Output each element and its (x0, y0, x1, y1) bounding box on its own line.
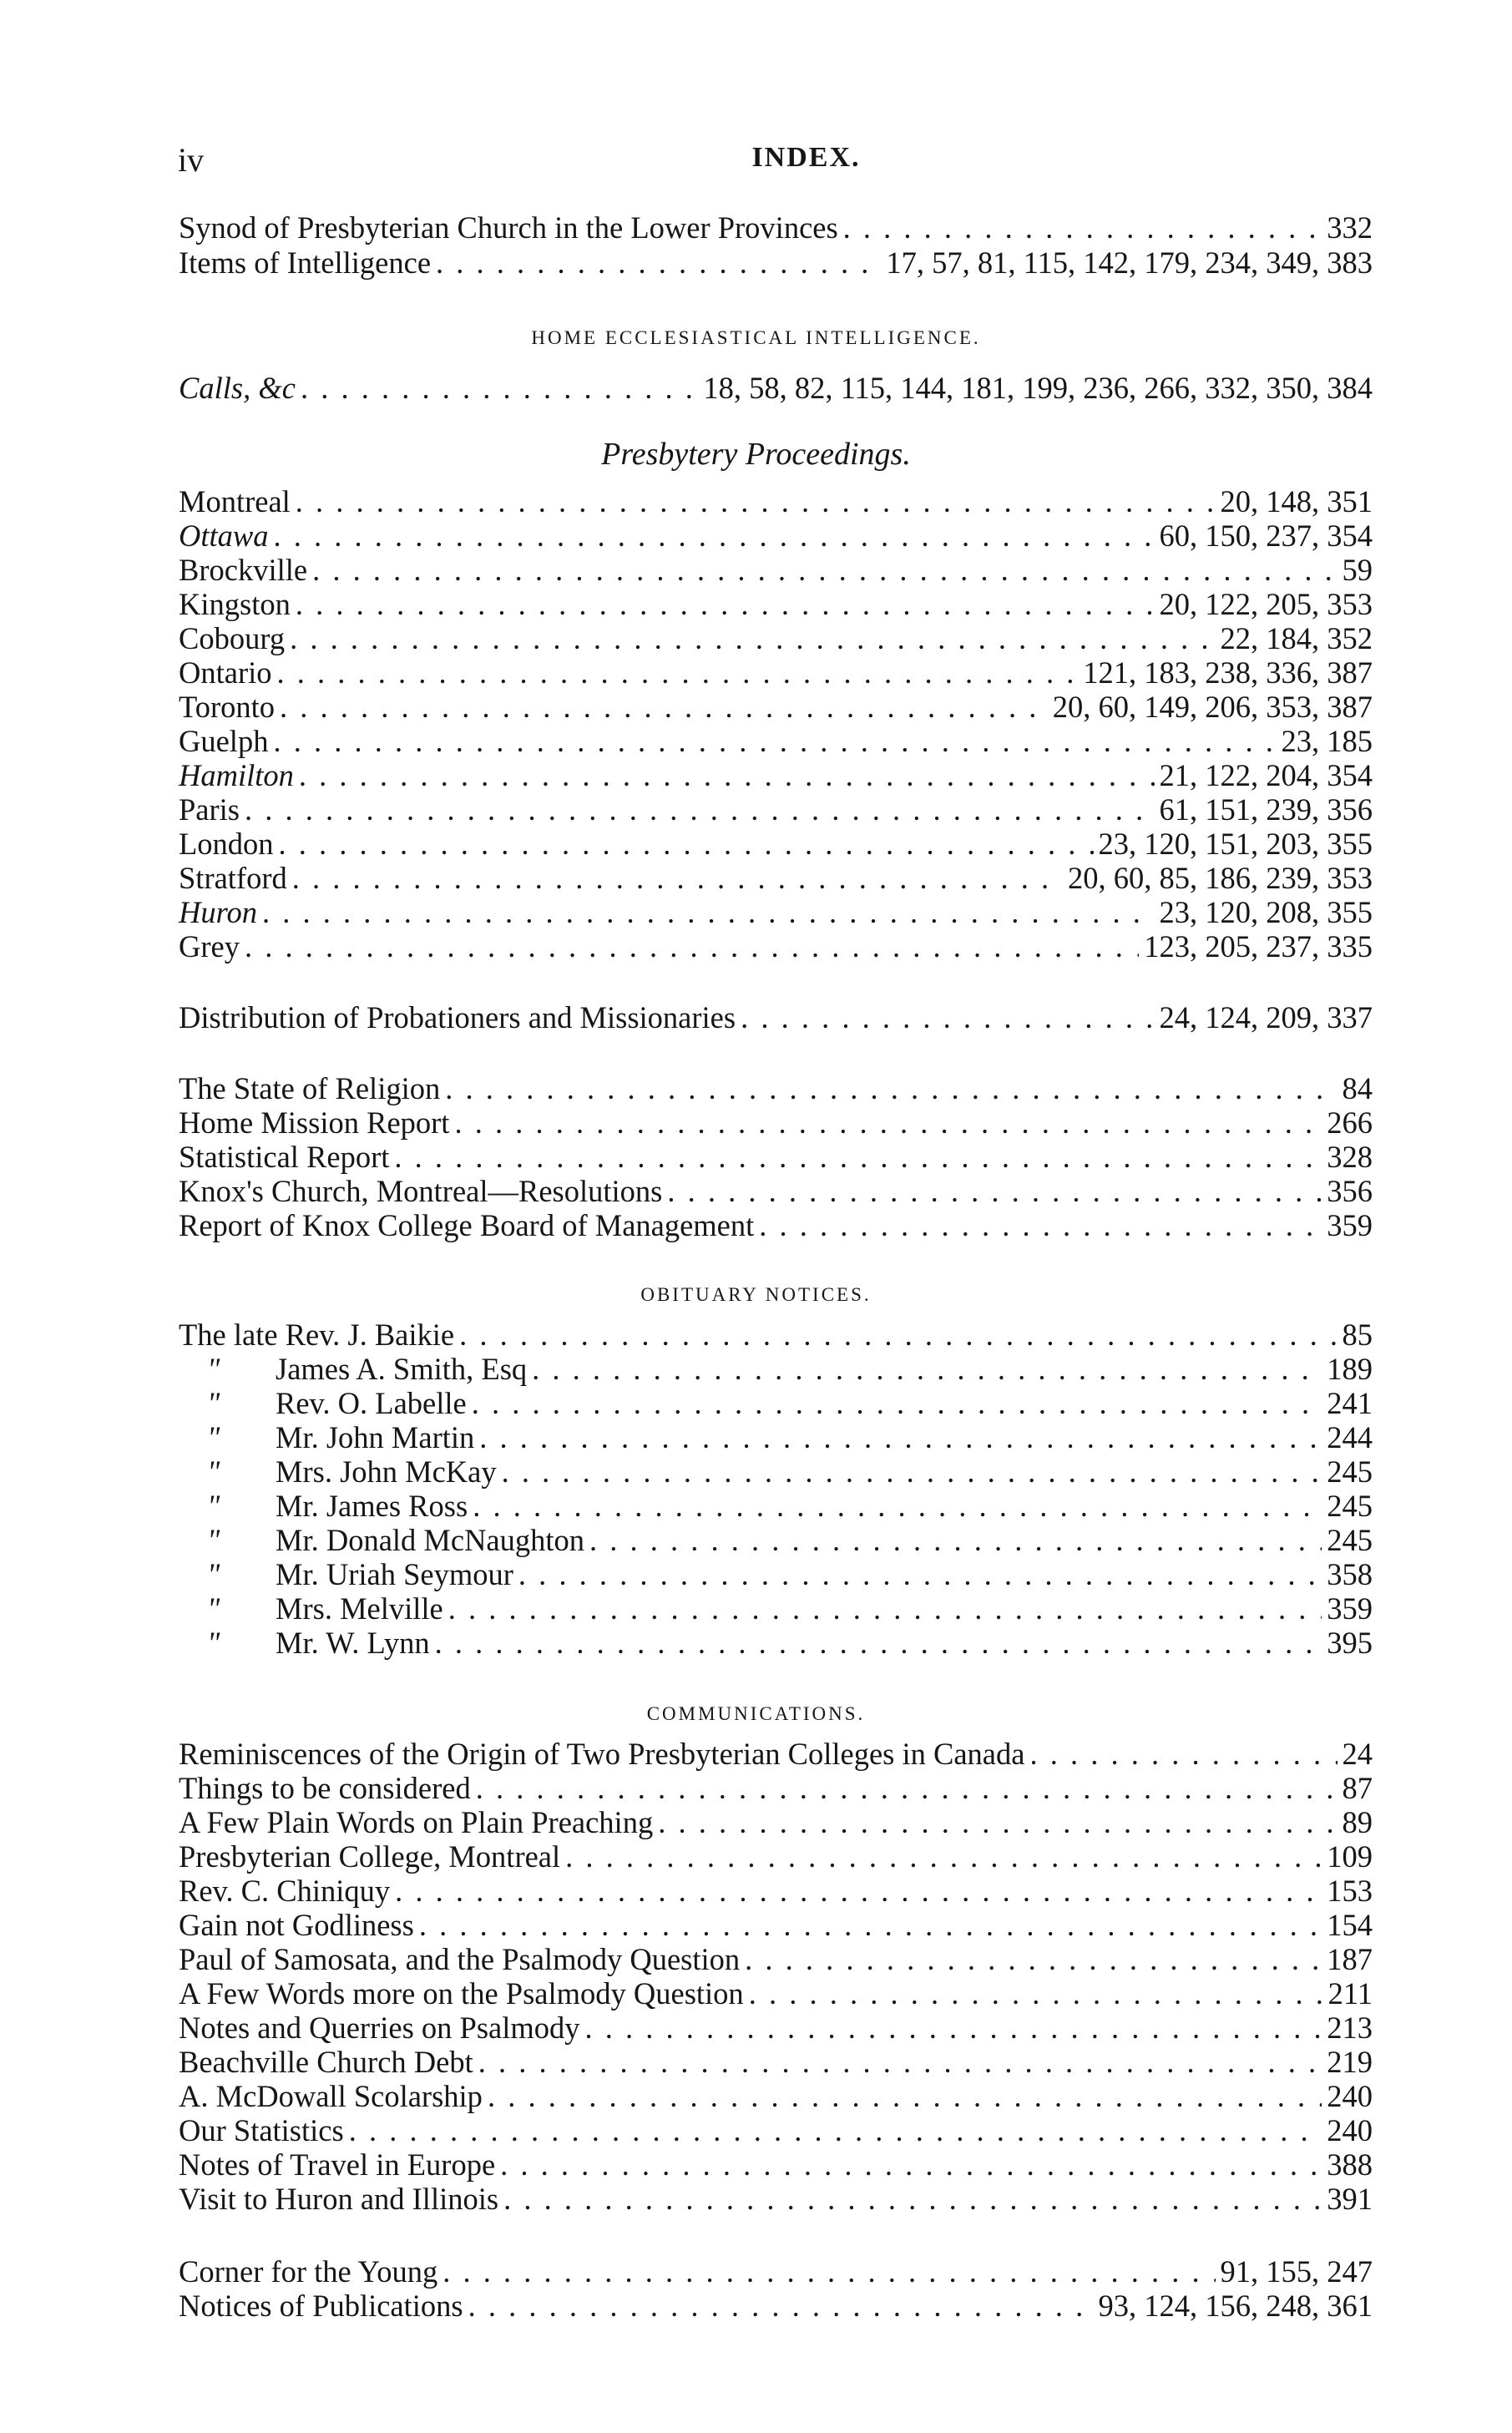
index-entry-presbytery (179, 655, 1373, 690)
dot-leader (472, 1386, 1322, 1420)
entry-label: Notes and Querries on Psalmody (179, 2011, 580, 2045)
index-entry-obituary (207, 1454, 1373, 1489)
entry-pages: 84 (1342, 1071, 1373, 1105)
entry-label: The State of Religion (179, 1071, 441, 1105)
dot-leader (502, 1454, 1322, 1489)
index-entry-presbytery (179, 792, 1373, 827)
entry-pages: 20, 148, 351 (1220, 484, 1373, 518)
entry-label: Synod of Presbyterian Church in the Lower Provinces (179, 210, 838, 245)
entry-label: Our Statistics (179, 2113, 344, 2147)
index-entry-obituary (207, 1626, 1373, 1660)
obituary-name: Mr. Donald McNaughton (276, 1523, 585, 1557)
dot-leader (745, 1942, 1322, 1976)
entry-pages: 244 (1327, 1420, 1373, 1454)
index-entry-presbytery (179, 621, 1373, 655)
index-entry-communication (179, 1908, 1373, 1942)
dot-leader (436, 245, 881, 280)
entry-label: Calls, &c (179, 371, 296, 405)
dot-leader (435, 1626, 1322, 1660)
dot-leader (585, 2011, 1322, 2045)
entry-label (207, 1386, 467, 1420)
dot-leader (299, 758, 1155, 792)
index-entry-presbytery (179, 895, 1373, 929)
index-entry-obituary (207, 1557, 1373, 1591)
entry-pages: 89 (1342, 1805, 1373, 1839)
entry-label: Toronto (179, 690, 276, 724)
dot-leader (565, 1839, 1322, 1874)
entry-pages: 17, 57, 81, 115, 142, 179, 234, 349, 383 (886, 245, 1373, 280)
index-entry-obituary (207, 1591, 1373, 1626)
dot-leader (479, 1420, 1322, 1454)
dot-leader (658, 1805, 1337, 1839)
entry-pages: 123, 205, 237, 335 (1144, 929, 1373, 964)
entry-pages: 24, 124, 209, 337 (1159, 1000, 1373, 1034)
dot-leader (290, 621, 1215, 655)
entry-pages: 21, 122, 204, 354 (1159, 758, 1373, 792)
index-entry-obituary (207, 1352, 1373, 1386)
entry-label: Home Mission Report (179, 1105, 450, 1140)
entry-pages: 245 (1327, 1454, 1373, 1489)
obituary-name: Mr. John Martin (276, 1420, 475, 1454)
ditto-mark: " (207, 1386, 220, 1420)
entry-label (207, 1420, 474, 1454)
obituary-name: James A. Smith, Esq (276, 1352, 528, 1386)
dot-leader (245, 792, 1155, 827)
index-entry-obituary (207, 1420, 1373, 1454)
running-head: INDEX. (751, 142, 861, 173)
entry-pages: 85 (1342, 1318, 1373, 1352)
index-entry-presbytery (179, 929, 1373, 964)
entry-pages: 240 (1327, 2079, 1373, 2113)
entry-pages: 20, 122, 205, 353 (1159, 587, 1373, 621)
index-entry-notices-of-publications (179, 2289, 1373, 2323)
entry-label (207, 1591, 443, 1626)
index-entry-communication (179, 1976, 1373, 2011)
entry-label: Notes of Travel in Europe (179, 2147, 496, 2182)
dot-leader (759, 1208, 1322, 1242)
index-entry-communication (179, 2182, 1373, 2216)
entry-label: Presbyterian College, Montreal (179, 1839, 561, 1874)
index-entry-obituary (179, 1318, 1373, 1352)
entry-pages: 18, 58, 82, 115, 144, 181, 199, 236, 266, 332, 350, 384 (703, 371, 1373, 405)
entry-label: Ontario (179, 655, 272, 690)
index-entry-communication (179, 1839, 1373, 1874)
dot-leader (1029, 1737, 1337, 1771)
entry-pages: 240 (1327, 2113, 1373, 2147)
dot-leader (274, 518, 1155, 553)
dot-leader (442, 2254, 1215, 2289)
obituary-name: Mr. W. Lynn (276, 1626, 430, 1660)
ditto-mark: " (207, 1557, 220, 1591)
entry-label: Things to be considered (179, 1771, 471, 1805)
entry-pages: 391 (1327, 2182, 1373, 2216)
dot-leader (503, 2182, 1322, 2216)
index-entry-presbytery (179, 484, 1373, 518)
entry-label: Cobourg (179, 621, 286, 655)
index-entry-obituary (207, 1386, 1373, 1420)
index-entry-report (179, 1174, 1373, 1208)
dot-leader (454, 1105, 1322, 1140)
entry-label (179, 1318, 454, 1352)
dot-leader (273, 724, 1276, 758)
index-entry-communication (179, 2113, 1373, 2147)
index-entry-obituary (207, 1523, 1373, 1557)
entry-label (207, 1557, 513, 1591)
entry-label: A Few Words more on the Psalmody Question (179, 1976, 744, 2011)
dot-leader (280, 690, 1048, 724)
entry-label (207, 1454, 497, 1489)
entry-pages: 245 (1327, 1489, 1373, 1523)
ditto-mark: " (207, 1352, 220, 1386)
ditto-mark: " (207, 1626, 220, 1660)
index-entry-communication (179, 1942, 1373, 1976)
entry-label: Notices of Publications (179, 2289, 463, 2323)
entry-pages: 109 (1327, 1839, 1373, 1874)
index-entry-communication (179, 1805, 1373, 1839)
obituary-name: Mr. Uriah Seymour (276, 1557, 513, 1591)
dot-leader (518, 1557, 1322, 1591)
section-heading-obituary: OBITUARY NOTICES. (640, 1284, 872, 1305)
entry-label: Items of Intelligence (179, 245, 432, 280)
entry-label: Montreal (179, 484, 291, 518)
entry-label: Gain not Godliness (179, 1908, 414, 1942)
dot-leader (279, 827, 1094, 861)
ditto-mark: " (207, 1489, 220, 1523)
entry-label: Reminiscences of the Origin of Two Presbyterian Colleges in Canada (179, 1737, 1025, 1771)
dot-leader (667, 1174, 1322, 1208)
entry-pages: 395 (1327, 1626, 1373, 1660)
entry-pages: 332 (1327, 210, 1373, 245)
entry-label (207, 1352, 527, 1386)
obituary-name: Mrs. Melville (276, 1591, 443, 1626)
index-entry-report (179, 1105, 1373, 1140)
ditto-mark: " (207, 1591, 220, 1626)
entry-pages: 91, 155, 247 (1220, 2254, 1373, 2289)
index-entry-communication (179, 2079, 1373, 2113)
entry-pages: 23, 120, 208, 355 (1159, 895, 1373, 929)
index-entry-presbytery (179, 758, 1373, 792)
entry-pages: 356 (1327, 1174, 1373, 1208)
entry-label (207, 1489, 468, 1523)
entry-label: Guelph (179, 724, 269, 758)
entry-label (207, 1626, 430, 1660)
dot-leader (394, 1140, 1322, 1174)
obituary-prefix: The late (179, 1318, 278, 1352)
index-entry-communication (179, 1874, 1373, 1908)
section-heading-communications: COMMUNICATIONS. (646, 1703, 866, 1724)
entry-label: Corner for the Young (179, 2254, 438, 2289)
entry-pages: 24 (1342, 1737, 1373, 1771)
dot-leader (349, 2113, 1322, 2147)
entry-label: Rev. C. Chiniquy (179, 1874, 391, 1908)
entry-pages: 87 (1342, 1771, 1373, 1805)
dot-leader (741, 1000, 1154, 1034)
entry-label: Stratford (179, 861, 287, 895)
entry-pages: 153 (1327, 1874, 1373, 1908)
ditto-mark: " (207, 1523, 220, 1557)
dot-leader (749, 1976, 1323, 2011)
entry-pages: 61, 151, 239, 356 (1159, 792, 1373, 827)
obituary-name: Rev. O. Labelle (276, 1386, 467, 1420)
ditto-mark: " (207, 1420, 220, 1454)
entry-label: Kingston (179, 587, 291, 621)
dot-leader (478, 2045, 1322, 2079)
dot-leader (589, 1523, 1322, 1557)
index-entry-calls (179, 371, 1373, 405)
entry-pages: 20, 60, 149, 206, 353, 387 (1052, 690, 1373, 724)
page-number: iv (178, 141, 205, 179)
index-entry-corner-for-young (179, 2254, 1373, 2289)
index-entry-communication (179, 1771, 1373, 1805)
entry-pages: 213 (1327, 2011, 1373, 2045)
entry-pages: 189 (1327, 1352, 1373, 1386)
entry-pages: 23, 185 (1281, 724, 1373, 758)
dot-leader (277, 655, 1079, 690)
index-entry-presbytery (179, 861, 1373, 895)
index-entry-distribution (179, 1000, 1373, 1034)
entry-pages: 388 (1327, 2147, 1373, 2182)
entry-label: Hamilton (179, 758, 294, 792)
entry-label (207, 1523, 584, 1557)
obituary-name: Mrs. John McKay (276, 1454, 497, 1489)
dot-leader (473, 1489, 1322, 1523)
entry-pages: 359 (1327, 1208, 1373, 1242)
index-entry-presbytery (179, 690, 1373, 724)
index-entry-items-of-intelligence (179, 245, 1373, 280)
entry-label: Report of Knox College Board of Management (179, 1208, 755, 1242)
entry-pages: 187 (1327, 1942, 1373, 1976)
entry-label: Visit to Huron and Illinois (179, 2182, 499, 2216)
index-entry-communication (179, 2147, 1373, 2182)
entry-pages: 121, 183, 238, 336, 387 (1083, 655, 1373, 690)
index-entry-obituary (207, 1489, 1373, 1523)
dot-leader (459, 1318, 1337, 1352)
entry-label: Paris (179, 792, 240, 827)
index-entry-presbytery (179, 827, 1373, 861)
entry-label: Brockville (179, 553, 308, 587)
entry-pages: 154 (1327, 1908, 1373, 1942)
entry-pages: 241 (1327, 1386, 1373, 1420)
entry-label: Statistical Report (179, 1140, 390, 1174)
index-entry-synod (179, 210, 1373, 245)
index-entry-presbytery (179, 518, 1373, 553)
entry-label: Huron (179, 895, 257, 929)
entry-label: London (179, 827, 274, 861)
dot-leader (532, 1352, 1322, 1386)
entry-pages: 245 (1327, 1523, 1373, 1557)
dot-leader (296, 484, 1216, 518)
entry-label: Paul of Samosata, and the Psalmody Question (179, 1942, 741, 1976)
entry-pages: 211 (1327, 1976, 1373, 2011)
entry-label: Ottawa (179, 518, 269, 553)
dot-leader (262, 895, 1155, 929)
section-heading-home-intelligence: HOME ECCLESIASTICAL INTELLIGENCE. (531, 327, 981, 348)
dot-leader (488, 2079, 1322, 2113)
entry-label: A Few Plain Words on Plain Preaching (179, 1805, 654, 1839)
entry-label: Beachville Church Debt (179, 2045, 473, 2079)
entry-label: A. McDowall Scolarship (179, 2079, 483, 2113)
dot-leader (292, 861, 1063, 895)
dot-leader (476, 1771, 1338, 1805)
dot-leader (500, 2147, 1322, 2182)
index-entry-report (179, 1140, 1373, 1174)
dot-leader (245, 929, 1139, 964)
index-entry-presbytery (179, 553, 1373, 587)
dot-leader (419, 1908, 1322, 1942)
dot-leader (843, 210, 1322, 245)
index-entry-communication (179, 2045, 1373, 2079)
index-entry-communication (179, 1737, 1373, 1771)
obituary-name: Mr. James Ross (276, 1489, 468, 1523)
dot-leader (312, 553, 1337, 587)
dot-leader (395, 1874, 1322, 1908)
entry-pages: 60, 150, 237, 354 (1159, 518, 1373, 553)
entry-pages: 20, 60, 85, 186, 239, 353 (1068, 861, 1373, 895)
index-entry-presbytery (179, 587, 1373, 621)
dot-leader (445, 1071, 1337, 1105)
dot-leader (468, 2289, 1094, 2323)
entry-pages: 22, 184, 352 (1220, 621, 1373, 655)
dot-leader (296, 587, 1155, 621)
entry-pages: 266 (1327, 1105, 1373, 1140)
entry-pages: 23, 120, 151, 203, 355 (1098, 827, 1373, 861)
entry-pages: 219 (1327, 2045, 1373, 2079)
index-entry-report (179, 1071, 1373, 1105)
entry-pages: 59 (1342, 553, 1373, 587)
index-entry-presbytery (179, 724, 1373, 758)
entry-pages: 359 (1327, 1591, 1373, 1626)
entry-pages: 93, 124, 156, 248, 361 (1098, 2289, 1373, 2323)
ditto-mark: " (207, 1454, 220, 1489)
index-entry-communication (179, 2011, 1373, 2045)
dot-leader (301, 371, 698, 405)
entry-pages: 358 (1327, 1557, 1373, 1591)
dot-leader (448, 1591, 1322, 1626)
obituary-name: Rev. J. Baikie (285, 1318, 455, 1352)
index-entry-report (179, 1208, 1373, 1242)
section-heading-presbytery: Presbytery Proceedings. (601, 437, 911, 472)
entry-label: Distribution of Probationers and Missionaries (179, 1000, 736, 1034)
entry-label: Grey (179, 929, 240, 964)
entry-pages: 328 (1327, 1140, 1373, 1174)
entry-label: Knox's Church, Montreal—Resolutions (179, 1174, 663, 1208)
